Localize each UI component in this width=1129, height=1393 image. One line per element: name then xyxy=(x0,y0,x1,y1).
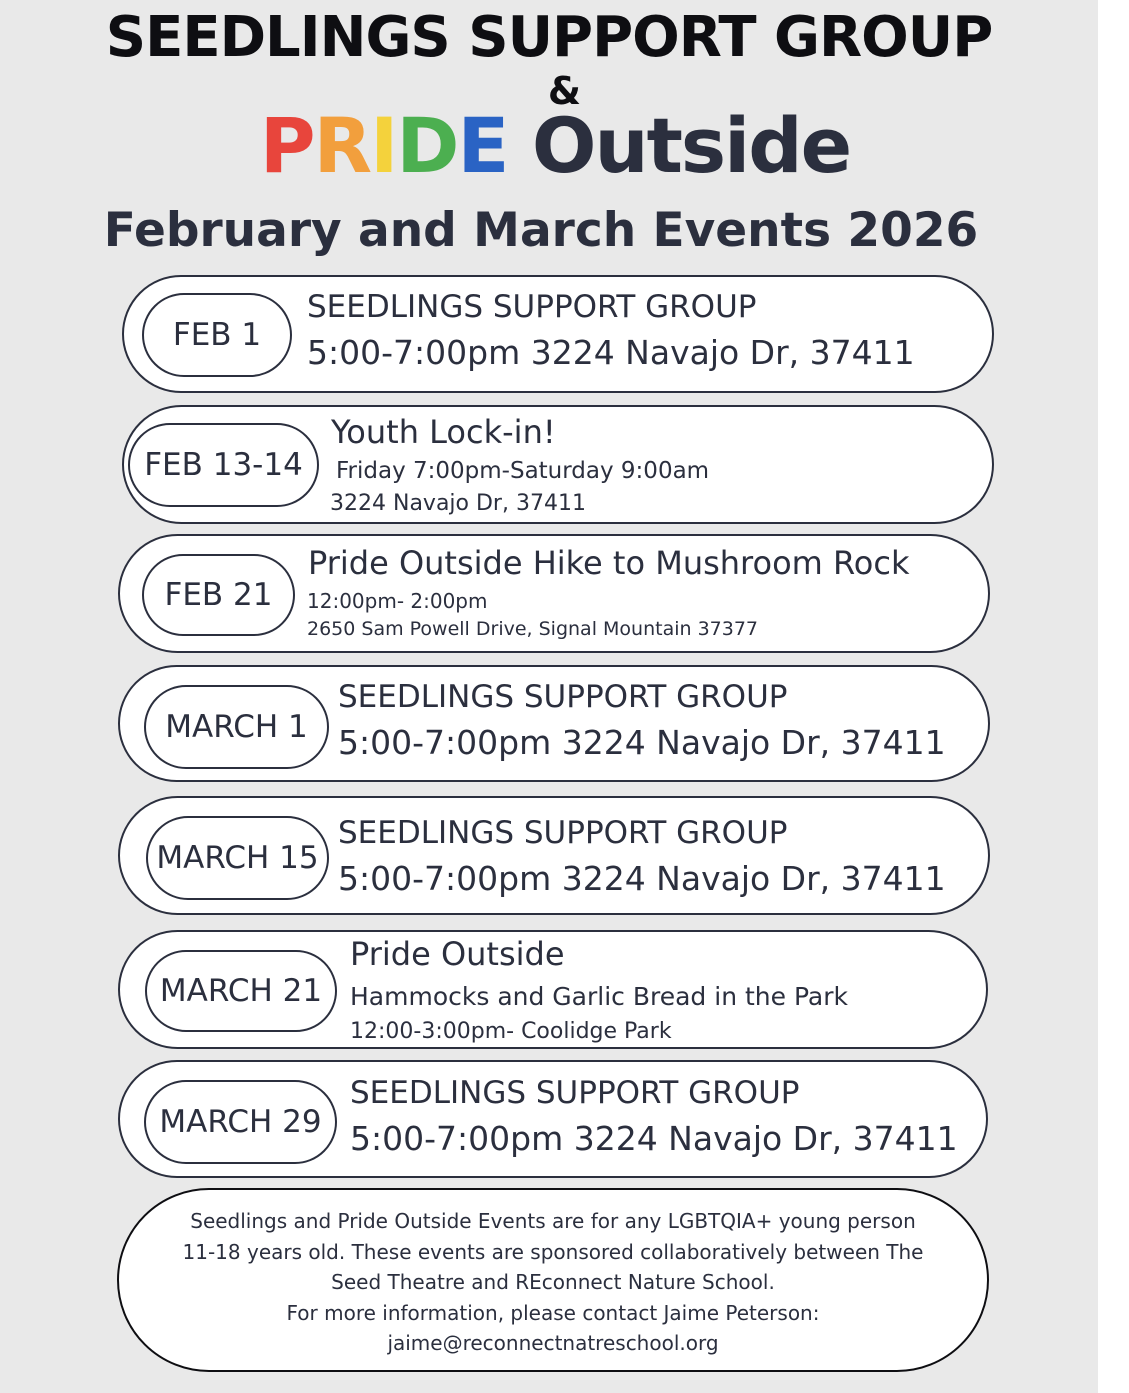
event-details: 5:00-7:00pm 3224 Navajo Dr, 37411 xyxy=(338,723,946,762)
pride-letter-d: D xyxy=(396,101,458,190)
event-address: 2650 Sam Powell Drive, Signal Mountain 37377 xyxy=(307,618,759,640)
event-date-pill: FEB 21 xyxy=(142,554,295,636)
event-date-pill: MARCH 21 xyxy=(145,950,337,1032)
event-details: 5:00-7:00pm 3224 Navajo Dr, 37411 xyxy=(307,333,915,372)
pride-letter-i: I xyxy=(370,101,397,190)
event-title: Youth Lock-in! xyxy=(331,413,556,451)
title-ampersand: & xyxy=(547,69,582,113)
footer-line: Seed Theatre and REconnect Nature School. xyxy=(331,1270,775,1294)
event-address: 3224 Navajo Dr, 37411 xyxy=(330,491,586,516)
event-time: Friday 7:00pm-Saturday 9:00am xyxy=(336,458,710,484)
events-subtitle: February and March Events 2026 xyxy=(103,203,979,258)
event-time-location: 12:00-3:00pm- Coolidge Park xyxy=(350,1019,672,1044)
event-details: 5:00-7:00pm 3224 Navajo Dr, 37411 xyxy=(338,859,946,898)
contact-email[interactable]: jaime@reconnectnatreschool.org xyxy=(387,1331,719,1355)
event-title: Pride Outside Hike to Mushroom Rock xyxy=(308,544,910,582)
event-time: 12:00pm- 2:00pm xyxy=(307,589,488,613)
outside-word: Outside xyxy=(531,101,851,190)
event-title: SEEDLINGS SUPPORT GROUP xyxy=(338,679,788,715)
event-details: 5:00-7:00pm 3224 Navajo Dr, 37411 xyxy=(350,1119,958,1158)
footer-line: 11-18 years old. These events are sponsored collaboratively between The xyxy=(182,1239,924,1264)
pride-outside-heading xyxy=(0,101,1110,190)
event-title: Pride Outside xyxy=(350,935,565,973)
pride-letter-r: R xyxy=(313,101,371,190)
event-description: Hammocks and Garlic Bread in the Park xyxy=(350,982,848,1011)
event-date-pill: MARCH 29 xyxy=(144,1080,337,1164)
footer-line: Seedlings and Pride Outside Events are for any LGBTQIA+ young person xyxy=(190,1209,916,1233)
event-date-pill: MARCH 15 xyxy=(146,816,329,900)
footer-line: For more information, please contact Jaime Peterson: xyxy=(286,1300,820,1325)
event-date-pill: MARCH 1 xyxy=(144,685,329,769)
pride-letter-p: P xyxy=(259,101,314,190)
event-title: SEEDLINGS SUPPORT GROUP xyxy=(338,815,788,851)
event-title: SEEDLINGS SUPPORT GROUP xyxy=(307,289,757,325)
pride-letter-e: E xyxy=(457,101,508,190)
event-date-pill: FEB 13-14 xyxy=(128,423,319,507)
flyer-title: SEEDLINGS SUPPORT GROUP xyxy=(105,5,993,70)
event-title: SEEDLINGS SUPPORT GROUP xyxy=(350,1075,800,1111)
event-date-pill: FEB 1 xyxy=(142,293,292,377)
footer-info-box xyxy=(117,1188,989,1372)
